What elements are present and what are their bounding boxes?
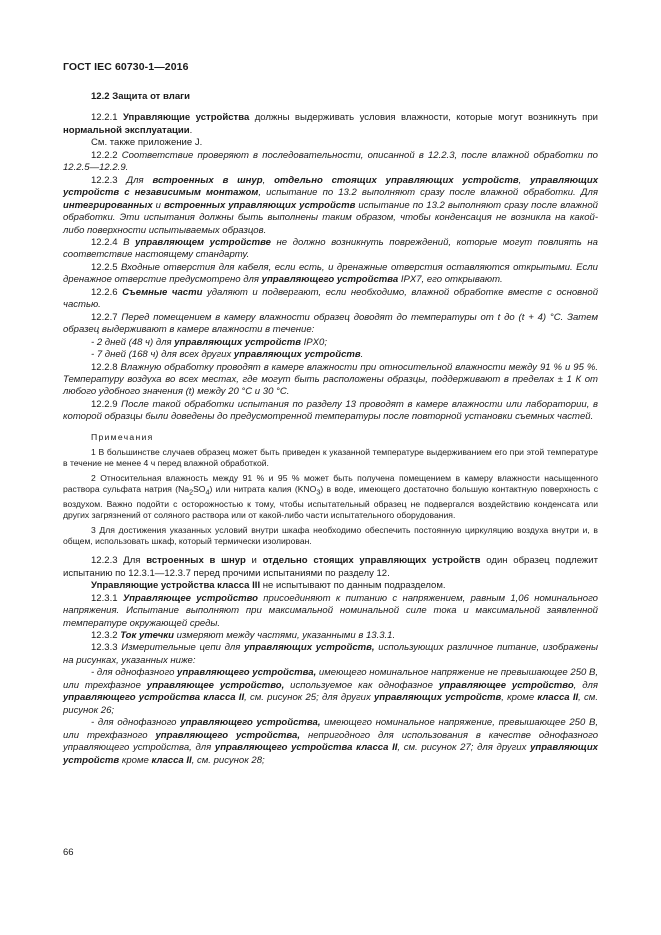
text: испытание по 13.2 выполняют сразу после влажной обработки. Эти испытания должны быть выполнены таким образом, чтобы конденсация не возникла на какой-либо поверхности испытываемых образцов.	[63, 199, 598, 236]
paragraph-12-2-5	[63, 262, 598, 287]
term: класса II	[151, 754, 192, 766]
text: ) в воде, имеющего достаточно большую контактную поверхность с воздухом. Важно подойти с осторожностью к тому, чтобы испытательный образец не подвергался воздействию конденсата или других загрязнений от соляного раствора или от какой-либо части испытательного оборудования.	[63, 484, 599, 520]
paragraph-12-2-2	[63, 150, 598, 175]
text: Измерительные цепи для	[121, 642, 245, 654]
subscript: 2	[189, 488, 194, 497]
term: класса II	[537, 692, 579, 704]
text: - 7 дней (168 ч) для всех других	[91, 349, 234, 361]
paragraph-12-3-3	[63, 642, 598, 667]
list-item-168h	[63, 349, 598, 361]
paragraph-see-also: См. также приложение J.	[91, 137, 203, 149]
note-2	[63, 473, 598, 521]
term: Управляющие устройства	[122, 112, 250, 124]
text: , кроме	[501, 692, 538, 704]
text: удаляют и подвергают, если необходимо, влажной обработке вместе с основной частью.	[63, 286, 598, 311]
term: управляющего устройства,	[177, 667, 317, 679]
text: имеющего номинальное напряжение не превышающее 250 В, или трехфазное	[63, 667, 598, 691]
subscript: 3	[316, 488, 321, 497]
term: управляющего устройства,	[155, 729, 300, 741]
text: SO	[193, 484, 206, 495]
note-3: 3 Для достижения указанных условий внутри шкафа необходимо обеспечить постоянную циркуляцию воздуха внутри и, в общем, использовать шкаф, который термически изолирован.	[63, 525, 598, 547]
term: встроенных в шнур	[152, 174, 263, 186]
clause-number: 12.2.2	[91, 149, 122, 161]
text: один образец подлежит испытанию по 12.3.1—12.3.7 перед прочими испытаниями по разделу 12.	[63, 555, 599, 579]
text: ) или нитрата калия (KNO	[209, 484, 317, 495]
clause-number: 12.2.8	[91, 361, 121, 373]
clause-number: 12.2.3	[91, 174, 127, 186]
term: отдельно стоящих управляющих устройств	[274, 174, 519, 186]
term: управляющих устройств с независимым монтажом	[63, 174, 599, 199]
term: управляющего устройства класса II	[214, 742, 398, 754]
text: , для	[573, 679, 598, 691]
term: интегрированных	[63, 199, 153, 211]
page-body	[63, 91, 598, 767]
term: управляющем устройстве	[135, 236, 271, 248]
text: , см. рисунок 25; для других	[244, 692, 374, 704]
term: отдельно стоящих управляющих устройств	[262, 555, 481, 567]
term: Съемные части	[122, 286, 203, 298]
term: управляющих устройств	[174, 336, 301, 348]
term: нормальной эксплуатации	[63, 124, 190, 136]
paragraph-12-2-9	[63, 399, 598, 424]
list-item-single-phase	[63, 667, 598, 717]
term: управляющее устройство	[438, 679, 574, 691]
paragraph-12-2-1	[63, 112, 598, 137]
text: .	[189, 124, 193, 136]
text: - для однофазного	[91, 717, 181, 729]
term: Управляющее устройство	[122, 592, 258, 604]
paragraph-12-3	[63, 555, 598, 580]
term: управляющего устройства	[261, 274, 399, 286]
text: В	[123, 236, 136, 248]
text: Влажную обработку проводят в камере влажности при относительной влажности между 91 % и 95 %. Температуру воздуха во всех местах, где могут быть расположены образцы, поддерживают в пределах ± 1 К от любого удобного значения (t) между 20 °C и 30 °C.	[63, 361, 598, 398]
text: Входные отверстия для кабеля, если есть, и дренажные отверстия оставляются открытыми. Если дренажное отверстие предусмотрено для	[63, 261, 598, 286]
term: управляющих устройств	[63, 742, 598, 766]
text: Для	[126, 174, 153, 186]
text: После такой обработки испытания по разделу 13 проводят в камере влажности или лаборатории, в которой образцы были доведены до предусмотренной температуры после повторной установки съемных частей.	[63, 398, 598, 423]
clause-number: 12.2.7	[91, 311, 122, 323]
page-number: 66	[63, 847, 74, 858]
term: Ток утечки	[120, 629, 174, 641]
text: , см. рисунок 27; для других	[397, 742, 531, 754]
text: , см. рисунок 26;	[63, 692, 598, 716]
text: должны выдерживать условия влажности, которые могут возникнуть при	[249, 112, 598, 124]
clause-number: 12.3.2	[91, 629, 121, 641]
text: имеющего номинальное напряжение, превышающее 250 В, или трехфазного	[63, 717, 599, 741]
text: Соответствие проверяют в последовательности, описанной в 12.2.3, после влажной обработки по 12.2.5—12.2.9.	[63, 149, 598, 174]
term: управляющих устройств,	[244, 642, 375, 654]
term: управляющего устройства,	[180, 717, 321, 729]
paragraph-12-2-3	[63, 175, 598, 237]
text: использующих различное питание, изображены на рисунках, указанных ниже:	[63, 642, 599, 666]
text: - 2 дней (48 ч) для	[91, 336, 175, 348]
note-1: 1 В большинстве случаев образец может быть приведен к указанной температуре выдерживанием его при этой температуре в течение не менее 4 ч перед влажной обработкой.	[63, 446, 598, 468]
text: используемое как однофазное	[284, 679, 439, 691]
term: Управляющие устройства класса III	[91, 580, 261, 592]
clause-number: 12.2.1	[91, 112, 123, 124]
text: IPX0;	[301, 336, 328, 348]
text: ,	[262, 174, 275, 186]
term: встроенных в шнур	[146, 555, 246, 567]
text: кроме	[119, 754, 152, 766]
clause-number: 12.2.4	[91, 236, 124, 248]
text: непригодного для использования в качестве однофазного управляющего устройства, для	[63, 729, 598, 754]
paragraph-12-3-2	[63, 630, 598, 642]
text: и	[152, 199, 164, 211]
document-code: ГОСТ IEC 60730-1—2016	[63, 61, 189, 73]
paragraph-12-2-4	[63, 237, 598, 262]
clause-number: 12.2.9	[91, 398, 122, 410]
text: 12.2.3 Для	[91, 555, 147, 567]
section-title: 12.2 Защита от влаги	[91, 91, 190, 102]
term: управляющее устройство,	[146, 679, 285, 691]
text: ,	[518, 174, 531, 186]
clause-number: 12.3.3	[91, 642, 122, 654]
notes-title: Примечания	[91, 431, 154, 442]
text: IPX7, его открывают.	[398, 274, 503, 286]
paragraph-class-iii	[63, 580, 598, 592]
paragraph-12-3-1	[63, 593, 598, 630]
text: не испытывают по данным подразделом.	[260, 580, 446, 592]
text: , см. рисунок 28;	[191, 754, 265, 766]
list-item-48h	[63, 337, 598, 349]
list-item-three-phase	[63, 717, 598, 767]
paragraph-12-2-8	[63, 362, 598, 399]
text: , испытание по 13.2 выполняют сразу после влажной обработки. Для	[258, 187, 598, 199]
term: встроенных управляющих устройств	[163, 199, 356, 211]
clause-number: 12.2.6	[91, 286, 123, 298]
term: управляющих устройств	[233, 349, 361, 361]
text: Перед помещением в камеру влажности образец доводят до температуры от t до (t + 4) °C. Затем образец выдерживают в камере влажности в течение:	[63, 311, 599, 336]
paragraph-12-2-6	[63, 287, 598, 312]
text: .	[360, 349, 364, 361]
text: - для однофазного	[91, 667, 178, 679]
text: не должно возникнуть повреждений, которые могут повлиять на соответствие настоящему стандарту.	[63, 236, 598, 261]
subscript: 4	[205, 488, 210, 497]
text: 2 Относительная влажность между 91 % и 95 % может быть получена помещением в камеру влажности насыщенного раствора сульфата натрия (Na	[63, 472, 598, 495]
text: присоединяют к питанию с напряжением, равным 1,06 номинального напряжения. Испытание выполняют при максимальной номинальной силе тока и максимальной заявленной температуре окружающей среды.	[63, 592, 598, 629]
text: измеряют между частями, указанными в 13.3.1.	[173, 629, 396, 641]
paragraph-12-2-7	[63, 312, 598, 337]
clause-number: 12.2.5	[91, 261, 122, 273]
term: управляющих устройств	[373, 692, 502, 704]
clause-number: 12.3.1	[91, 592, 123, 604]
term: управляющего устройства класса II	[63, 692, 245, 704]
text: и	[245, 555, 263, 567]
